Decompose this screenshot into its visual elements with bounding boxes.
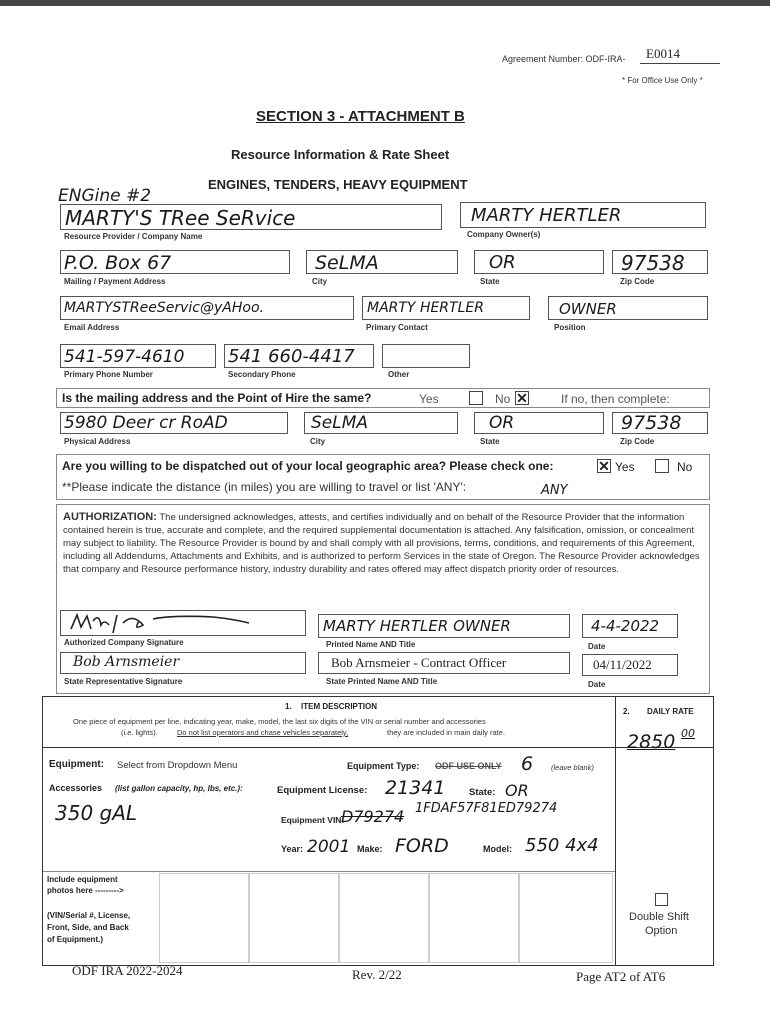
photo-slot-4[interactable]: [429, 873, 519, 963]
vin-value: 1FDAF57F81ED79274: [415, 801, 558, 816]
equipment-state-value: OR: [505, 781, 529, 800]
accessories-value: 350 gAL: [55, 801, 138, 825]
provider-label: Resource Provider / Company Name: [64, 232, 203, 241]
year-value: 2001: [307, 837, 351, 857]
state-printed-value: Bob Arnsmeier - Contract Officer: [331, 655, 507, 670]
authorization-heading: AUTHORIZATION:: [63, 511, 157, 523]
item-instructions-2c: they are included in main daily rate.: [387, 728, 505, 737]
photos-label-1: Include equipment: [47, 875, 118, 884]
model-label: Model:: [483, 844, 512, 854]
authorization-text: The undersigned acknowledges, attests, and certifies individually and on behalf of the Resource Provider that the information contained herein is true, accurate and complete, and the required supplemental documentation is attached. Any falsification, omission, or concealment may subject to liability. The Resource Provider is bound by and shall comply with all provisions, terms, conditions, and requirements of this Agreement, including all Addendums, Attachments and Exhibits, and is authorized to perform Services in the state of Oregon. The Resource Provider acknowledges that company and Resource performance history, industry durability and rates offered may affect dispatch priority order of resources.: [63, 512, 700, 575]
photo-slot-5[interactable]: [519, 873, 613, 963]
date2-value: 04/11/2022: [593, 657, 652, 672]
item-instructions-1: One piece of equipment per line, indicating year, make, model, the last six digits of the VIN or serial number and accessories: [73, 717, 486, 726]
mailing-state-label: State: [480, 277, 500, 286]
year-label: Year:: [281, 844, 304, 854]
agreement-underline: [640, 63, 720, 64]
footer-right: Page AT2 of AT6: [576, 969, 666, 984]
handwritten-engine-note: ENGine #2: [58, 186, 152, 206]
photo-slot-3[interactable]: [339, 873, 429, 963]
primary-phone-label: Primary Phone Number: [64, 370, 153, 379]
category-title: ENGINES, TENDERS, HEAVY EQUIPMENT: [208, 177, 468, 192]
point-of-hire-row: [56, 388, 710, 408]
photos-label-3: (VIN/Serial #, License,: [47, 911, 131, 920]
photos-label-4: Front, Side, and Back: [47, 923, 129, 932]
make-value: FORD: [395, 835, 449, 857]
rate-number: 2.: [623, 707, 630, 716]
poh-yes-label: Yes: [419, 392, 439, 406]
state-printed-label: State Printed Name AND Title: [326, 677, 438, 686]
equipment-label: Equipment:: [49, 759, 104, 770]
mailing-city-value: SeLMA: [315, 252, 379, 274]
accessories-hint: (list gallon capacity, hp, lbs, etc.):: [115, 784, 243, 793]
position-label: Position: [554, 323, 586, 332]
owner-label: Company Owner(s): [467, 230, 541, 239]
item-instructions-2b: Do not list operators and chase vehicles separately,: [177, 728, 349, 737]
mailing-zip-field[interactable]: [612, 250, 708, 274]
office-use-note: * For Office Use Only *: [622, 76, 703, 85]
photo-slot-1[interactable]: [159, 873, 249, 963]
agreement-number-value: E0014: [646, 46, 680, 61]
agreement-number-label: Agreement Number: ODF-IRA-: [502, 54, 626, 64]
provider-value: MARTY'S TRee SeRvice: [65, 206, 296, 230]
physical-state-label: State: [480, 437, 500, 446]
double-shift-option-label: Option: [645, 925, 678, 937]
dispatch-no-checkbox[interactable]: [655, 459, 669, 473]
date2-label: Date: [588, 680, 606, 689]
date2-field[interactable]: [582, 654, 678, 676]
physical-zip-label: Zip Code: [620, 437, 655, 446]
primary-contact-value: MARTY HERTLER: [367, 300, 484, 316]
state-printed-field[interactable]: [318, 652, 570, 674]
primary-contact-field[interactable]: [362, 296, 530, 320]
state-signature-value: Bob Arnsmeier: [73, 654, 180, 670]
primary-phone-field[interactable]: [60, 344, 216, 368]
scan-top-edge: [0, 0, 770, 6]
double-shift-label: Double Shift: [629, 911, 689, 923]
vin-struck: D79274: [341, 807, 405, 826]
mailing-address-label: Mailing / Payment Address: [64, 277, 166, 286]
other-phone-label: Other: [388, 370, 410, 379]
company-signature-field[interactable]: [60, 610, 306, 636]
mailing-address-field[interactable]: [60, 250, 290, 274]
physical-zip-value: 97538: [621, 412, 682, 434]
physical-city-label: City: [310, 437, 326, 446]
item-number: 1.: [285, 702, 292, 711]
dispatch-distance-value: ANY: [541, 483, 568, 498]
company-signature-label: Authorized Company Signature: [64, 638, 184, 647]
date1-value: 4-4-2022: [591, 617, 660, 635]
position-value: OWNER: [559, 300, 617, 318]
company-signature-mark: [67, 611, 257, 637]
poh-complete-note: If no, then complete:: [561, 392, 670, 406]
poh-no-label: No: [495, 392, 511, 406]
item-instructions-2a: (i.e. lights).: [121, 728, 158, 737]
equipment-select[interactable]: Select from Dropdown Menu: [117, 760, 238, 771]
mailing-state-field[interactable]: [474, 250, 604, 274]
mailing-state-value: OR: [489, 252, 516, 273]
section-title: SECTION 3 - ATTACHMENT B: [256, 108, 465, 125]
physical-address-label: Physical Address: [64, 437, 131, 446]
make-label: Make:: [357, 844, 383, 854]
owner-value: MARTY HERTLER: [471, 205, 622, 226]
date1-field[interactable]: [582, 614, 678, 638]
model-value: 550 4x4: [525, 835, 599, 856]
mailing-city-label: City: [312, 277, 328, 286]
double-shift-checkbox[interactable]: [655, 893, 668, 906]
poh-no-checkbox[interactable]: ✕: [516, 390, 528, 406]
footer-center: Rev. 2/22: [352, 967, 402, 982]
state-signature-label: State Representative Signature: [64, 677, 183, 686]
date1-label: Date: [588, 642, 606, 651]
item-table: [42, 696, 714, 966]
photo-slot-2[interactable]: [249, 873, 339, 963]
other-phone-field[interactable]: [382, 344, 470, 368]
equipment-type-label: Equipment Type:: [347, 761, 420, 771]
provider-field[interactable]: [60, 204, 442, 230]
rate-heading: DAILY RATE: [647, 707, 694, 716]
physical-address-field[interactable]: [60, 412, 288, 434]
photos-label-2: photos here --------->: [47, 886, 124, 895]
owner-field[interactable]: [460, 202, 706, 228]
leave-blank-note: (leave blank): [551, 763, 594, 772]
physical-state-value: OR: [489, 413, 515, 433]
dispatch-yes-checkbox[interactable]: ✕: [598, 458, 610, 474]
physical-city-value: SeLMA: [311, 413, 369, 433]
printed-name-field[interactable]: [318, 614, 570, 638]
secondary-phone-value: 541 660-4417: [228, 346, 355, 367]
rate-cents: 00: [681, 727, 695, 740]
mailing-city-field[interactable]: [306, 250, 458, 274]
email-field[interactable]: [60, 296, 354, 320]
mailing-zip-label: Zip Code: [620, 277, 655, 286]
item-heading: ITEM DESCRIPTION: [301, 702, 378, 711]
subtitle: Resource Information & Rate Sheet: [231, 147, 450, 162]
secondary-phone-label: Secondary Phone: [228, 370, 296, 379]
position-field[interactable]: [548, 296, 708, 320]
email-value: MARTYSTReeServic@yAHoo.: [64, 300, 264, 316]
photos-label-5: of Equipment.): [47, 935, 103, 944]
rate-column-divider: [615, 697, 616, 965]
mailing-address-value: P.O. Box 67: [64, 252, 172, 274]
physical-address-value: 5980 Deer cr RoAD: [64, 413, 228, 433]
physical-zip-field[interactable]: [612, 412, 708, 434]
dispatch-yes-label: Yes: [615, 460, 635, 474]
primary-phone-value: 541-597-4610: [64, 347, 185, 367]
dispatch-box: [56, 454, 710, 500]
state-signature-field[interactable]: [60, 652, 306, 674]
equipment-type-value: 6: [521, 753, 534, 775]
poh-yes-checkbox[interactable]: [469, 391, 483, 405]
item-header-divider: [43, 747, 713, 748]
dispatch-distance-note: **Please indicate the distance (in miles) you are willing to travel or list 'ANY':: [62, 480, 467, 494]
dispatch-no-label: No: [677, 460, 693, 474]
mailing-zip-value: 97538: [621, 251, 685, 275]
printed-name-value: MARTY HERTLER OWNER: [323, 617, 511, 635]
physical-state-field[interactable]: [474, 412, 604, 434]
dispatch-question: Are you willing to be dispatched out of your local geographic area? Please check one:: [62, 459, 554, 473]
photos-divider: [43, 871, 615, 872]
license-label: Equipment License:: [277, 785, 368, 796]
accessories-label: Accessories: [49, 783, 103, 793]
primary-contact-label: Primary Contact: [366, 323, 428, 332]
point-of-hire-question: Is the mailing address and the Point of Hire the same?: [62, 391, 372, 405]
footer-left: ODF IRA 2022-2024: [72, 963, 183, 978]
physical-city-field[interactable]: [304, 412, 458, 434]
equipment-type-struck: ODF USE ONLY: [435, 761, 502, 771]
license-value: 21341: [385, 777, 446, 799]
secondary-phone-field[interactable]: [224, 344, 374, 368]
rate-value: 2850: [627, 731, 676, 753]
vin-label: Equipment VIN:: [281, 815, 345, 825]
equipment-state-label: State:: [469, 787, 496, 798]
email-label: Email Address: [64, 323, 120, 332]
printed-name-label: Printed Name AND Title: [326, 640, 416, 649]
